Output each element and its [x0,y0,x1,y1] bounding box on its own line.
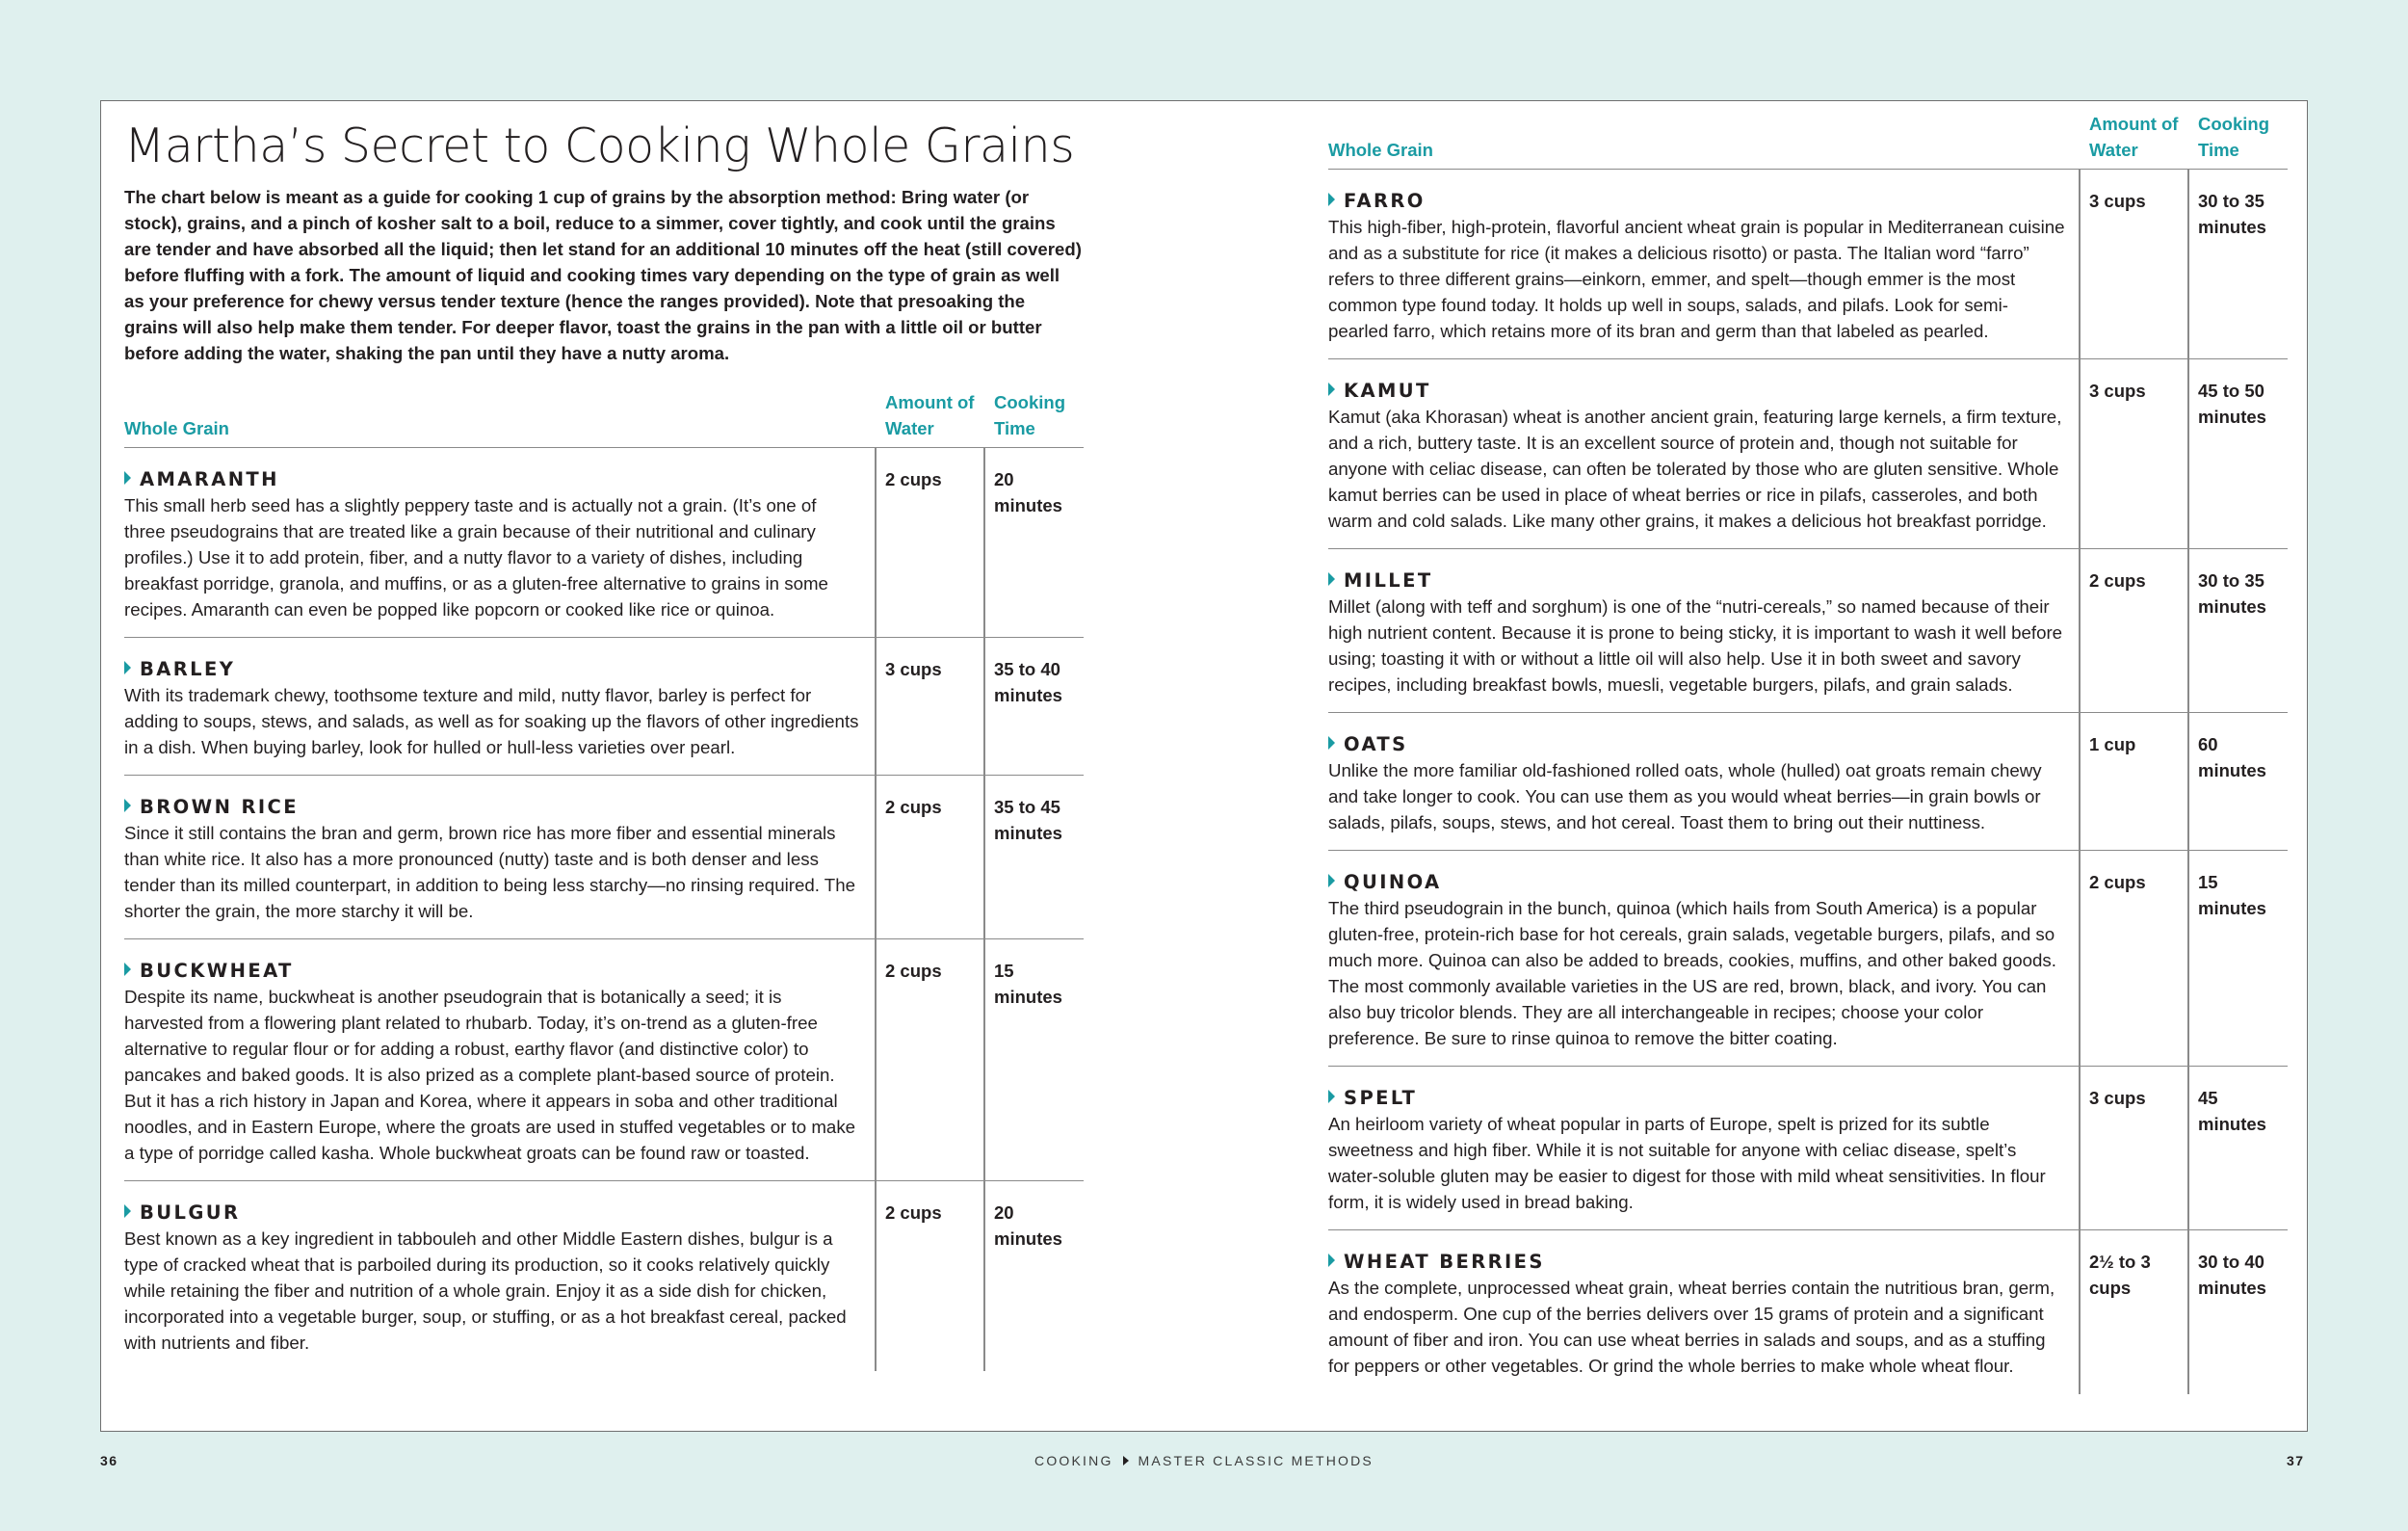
water-amount: 2 cups [885,1202,942,1223]
water-amount: 3 cups [2089,1088,2146,1108]
table-row [124,939,1084,1181]
water-amount: 3 cups [885,659,942,679]
grain-name [124,656,861,682]
grains-table-left [124,389,1084,1371]
cooking-time: 35 to 45 minutes [994,797,1062,843]
footer-arrow-icon [1123,1456,1129,1465]
cooking-time: 15 minutes [2198,872,2266,918]
triangle-bullet-icon [1328,1090,1335,1103]
grain-name-text: OATS [1344,733,1408,755]
footer-subsection: MASTER CLASSIC METHODS [1138,1453,1374,1468]
grain-description: An heirloom variety of wheat popular in parts of Europe, spelt is prized for its subtle sweetness and high fiber. While it is not suitable for anyone with celiac disease, spelt’s water-soluble gluten may be easier to digest for those with mild wheat sensitivities. In flour form, it is widely used in bread baking. [1328,1114,2046,1212]
header-cooking-time: Cooking Time [994,392,1065,438]
cooking-time: 30 to 35 minutes [2198,191,2266,237]
cooking-time: 45 to 50 minutes [2198,381,2266,427]
grain-cell [1328,1085,2065,1215]
water-amount: 1 cup [2089,734,2136,754]
grain-name-text: MILLET [1344,569,1433,592]
header-amount-of-water: Amount of Water [2089,114,2179,160]
triangle-bullet-icon [1328,383,1335,396]
water-amount: 2 cups [885,797,942,817]
water-amount: 2 cups [2089,872,2146,892]
header-whole-grain: Whole Grain [124,418,229,438]
grain-name-text: BUCKWHEAT [140,960,294,982]
table-row [124,638,1084,776]
grain-name [1328,1085,2065,1111]
grain-cell [1328,869,2065,1051]
triangle-bullet-icon [124,1204,131,1218]
grain-name-text: FARRO [1344,190,1426,212]
footer-section: COOKING [1034,1453,1113,1468]
grain-name [1328,378,2065,404]
cooking-time: 20 minutes [994,469,1062,515]
cooking-time: 15 minutes [994,961,1062,1007]
grain-cell [1328,188,2065,344]
cooking-time: 30 to 35 minutes [2198,570,2266,617]
grain-cell [124,794,861,924]
table-header [1328,111,2288,170]
triangle-bullet-icon [124,661,131,674]
table-row [124,448,1084,638]
table-row [1328,713,2288,851]
grain-cell [1328,378,2065,534]
grain-name-text: SPELT [1344,1087,1418,1109]
grain-name-text: WHEAT BERRIES [1344,1251,1545,1273]
running-footer [0,1451,2408,1470]
water-amount: 2 cups [2089,570,2146,591]
header-cooking-time: Cooking Time [2198,114,2269,160]
triangle-bullet-icon [124,963,131,976]
grain-cell [124,1200,861,1356]
grain-cell [124,656,861,760]
table-row [1328,549,2288,713]
grain-name-text: QUINOA [1344,871,1442,893]
grain-cell [1328,568,2065,698]
grain-name [124,794,861,820]
grain-description: The third pseudograin in the bunch, quinoa (which hails from South America) is a popular gluten-free, protein-rich base for hot cereals, grain salads, vegetable burgers, pilafs, and so much more. Quinoa can also be added to breads, cookies, muffins, and other baked goods. The most commonly available varieties in the US are red, brown, black, and ivory. You can also buy tricolor blends. They are all interchangeable in recipes; choose your color preference. Be sure to rinse quinoa to remove the bitter coating. [1328,898,2056,1048]
grain-description: Kamut (aka Khorasan) wheat is another ancient grain, featuring large kernels, a firm texture, and a rich, buttery taste. It is an excellent source of protein and, though not suitable for anyone with celiac disease, can often be tolerated by those who are gluten sensitive. Whole kamut berries can be used in place of wheat berries or rice in pilafs, casseroles, and both warm and cold salads. Like many other grains, it makes a delicious hot breakfast porridge. [1328,407,2062,531]
grain-name-text: KAMUT [1344,380,1431,402]
table-body [1328,170,2288,1394]
triangle-bullet-icon [124,799,131,812]
water-amount: 2 cups [885,469,942,489]
triangle-bullet-icon [1328,1254,1335,1267]
table-row [1328,1230,2288,1394]
table-row [124,776,1084,939]
grain-name [124,1200,861,1226]
triangle-bullet-icon [1328,874,1335,887]
page-number-right: 37 [2287,1453,2305,1468]
cooking-time: 60 minutes [2198,734,2266,780]
triangle-bullet-icon [124,471,131,485]
table-header [124,389,1084,448]
grain-cell [1328,731,2065,835]
grain-description: Since it still contains the bran and germ, brown rice has more fiber and essential minerals than white rice. It also has a more pronounced (nutty) taste and is both denser and less tender than its milled counterpart, in addition to being less starchy—no rinsing required. The shorter the grain, the more starchy it will be. [124,823,855,921]
water-amount: 3 cups [2089,191,2146,211]
grain-name [124,466,861,492]
grain-name [124,958,861,984]
grain-name [1328,869,2065,895]
header-whole-grain: Whole Grain [1328,140,1433,160]
grain-cell [124,958,861,1166]
grain-description: Millet (along with teff and sorghum) is one of the “nutri-cereals,” so named because of their high nutrient content. Because it is prone to being sticky, it is important to wash it well before using; toasting it with or without a little oil will also help. Use it in both sweet and savory recipes, including breakfast bowls, muesli, vegetable burgers, pilafs, and grain salads. [1328,596,2063,695]
grain-name-text: BARLEY [140,658,236,680]
table-row [1328,851,2288,1067]
grain-cell [1328,1249,2065,1379]
grain-cell [124,466,861,622]
cooking-time: 30 to 40 minutes [2198,1252,2266,1298]
table-row [1328,359,2288,549]
table-row [124,1181,1084,1371]
grains-table-right [1328,111,2288,1394]
water-amount: 3 cups [2089,381,2146,401]
triangle-bullet-icon [1328,572,1335,586]
grain-description: Unlike the more familiar old-fashioned rolled oats, whole (hulled) oat groats remain chewy and take longer to cook. You can use them as you would wheat berries—in grain bowls or salads, pilafs, soups, stews, and hot cereal. Toast them to bring out their nuttiness. [1328,760,2042,832]
water-amount: 2 cups [885,961,942,981]
page-title: Martha’s Secret to Cooking Whole Grains [124,119,1075,173]
grain-name [1328,731,2065,757]
water-amount: 2½ to 3 cups [2089,1252,2151,1298]
book-spread [100,100,2308,1432]
grain-description: This high-fiber, high-protein, flavorful ancient wheat grain is popular in Mediterranean cuisine and as a substitute for rice (it makes a delicious risotto) or pasta. The Italian word “farro” refers to three different grains—einkorn, emmer, and spelt—though emmer is the most common type found today. It holds up well in soups, salads, and pilafs. Look for semi-pearled farro, which retains more of its bran and germ than that labeled as pearled. [1328,217,2065,341]
grain-description: This small herb seed has a slightly peppery taste and is actually not a grain. (It’s one of three pseudograins that are treated like a grain because of their nutritional and culinary profiles.) Use it to add protein, fiber, and a nutty flavor to a variety of dishes, including breakfast porridge, granola, and muffins, or as a gluten-free alternative to grains in some recipes. Amaranth can even be popped like popcorn or cooked like rice or quinoa. [124,495,828,620]
table-row [1328,1067,2288,1230]
intro-paragraph: The chart below is meant as a guide for cooking 1 cup of grains by the absorption method: Bring water (or stock), grains, and a pinch of kosher salt to a boil, reduce to a simmer, cover tightly, and cook until the grains are tender and have absorbed all the liquid; then let stand for an additional 10 minutes off the heat (still covered) before fluffing with a fork. The amount of liquid and cooking times vary depending on the type of grain as well as your preference for chewy versus tender texture (hence the ranges provided). Note that presoaking the grains will also help make them tender. For deeper flavor, toast the grains in the pan with a little oil or butter before adding the water, shaking the pan until they have a nutty aroma. [124,187,1082,363]
grain-description: Despite its name, buckwheat is another pseudograin that is botanically a seed; it is harvested from a flowering plant related to rhubarb. Today, it’s on-trend as a gluten-free alternative to regular flour or for adding a robust, earthy flavor (and distinctive color) to pancakes and baked goods. It is also prized as a complete plant-based source of protein. But it has a rich history in Japan and Korea, where it appears in soba and other traditional noodles, and in Eastern Europe, where the groats are used in stuffed vegetables or to make a type of porridge called kasha. Whole buckwheat groats can be found raw or toasted. [124,987,856,1163]
header-amount-of-water: Amount of Water [885,392,975,438]
grain-name-text: BULGUR [140,1201,241,1224]
cooking-time: 35 to 40 minutes [994,659,1062,705]
grain-description: As the complete, unprocessed wheat grain, wheat berries contain the nutritious bran, germ, and endosperm. One cup of the berries delivers over 15 grams of protein and a significant amount of fiber and iron. You can use wheat berries in salads and soups, and as a stuffing for peppers or other vegetables. Or grind the whole berries to make whole wheat flour. [1328,1278,2055,1376]
grain-name [1328,568,2065,594]
cooking-time: 45 minutes [2198,1088,2266,1134]
page-number-left: 36 [100,1453,118,1468]
table-row [1328,170,2288,359]
grain-name [1328,1249,2065,1275]
triangle-bullet-icon [1328,193,1335,206]
grain-description: With its trademark chewy, toothsome texture and mild, nutty flavor, barley is perfect for adding to soups, stews, and salads, as well as for soaking up the flavors of other ingredients in a dish. When buying barley, look for hulled or hull-less varieties over pearl. [124,685,859,757]
grain-name-text: AMARANTH [140,468,279,490]
grain-name-text: BROWN RICE [140,796,299,818]
grain-name [1328,188,2065,214]
triangle-bullet-icon [1328,736,1335,750]
grain-description: Best known as a key ingredient in tabbouleh and other Middle Eastern dishes, bulgur is a type of cracked wheat that is parboiled during its production, so it cooks relatively quickly while retaining the fiber and nutrition of a whole grain. Enjoy it as a side dish for chicken, incorporated into a vegetable burger, soup, or stuffing, or as a hot breakfast cereal, packed with nutrients and fiber. [124,1228,847,1353]
cooking-time: 20 minutes [994,1202,1062,1249]
table-body [124,448,1084,1371]
